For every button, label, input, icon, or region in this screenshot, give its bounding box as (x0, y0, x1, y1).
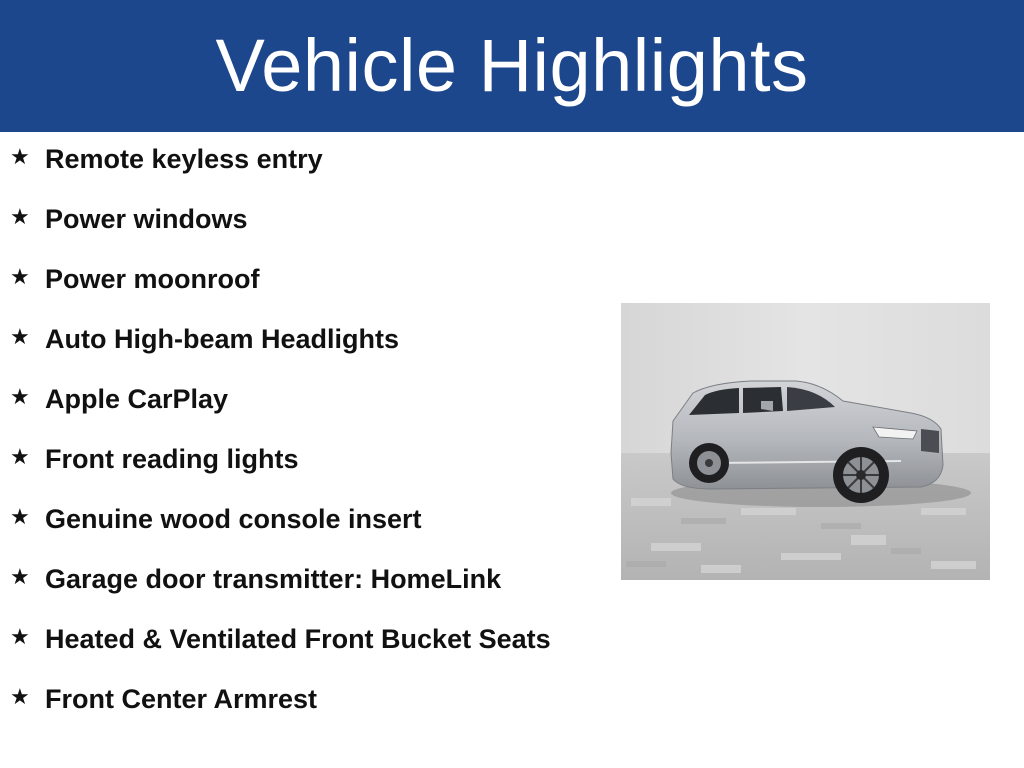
feature-label: Front reading lights (45, 444, 299, 474)
vehicle-photo (621, 303, 990, 580)
star-icon: ★ (10, 204, 30, 229)
star-icon: ★ (10, 384, 30, 409)
star-icon: ★ (10, 264, 30, 289)
star-icon: ★ (10, 684, 30, 709)
suv-illustration (621, 303, 990, 580)
star-icon: ★ (10, 504, 30, 529)
feature-item (0, 502, 580, 536)
feature-label: Apple CarPlay (45, 384, 229, 414)
feature-label: Power moonroof (45, 264, 260, 294)
feature-label: Power windows (45, 204, 248, 234)
star-icon: ★ (10, 624, 30, 649)
feature-item (0, 622, 580, 656)
feature-label: Front Center Armrest (45, 684, 318, 714)
star-icon: ★ (10, 144, 30, 169)
feature-label: Remote keyless entry (45, 144, 323, 174)
feature-label: Auto High-beam Headlights (45, 324, 400, 354)
feature-label: Heated & Ventilated Front Bucket Seats (45, 624, 551, 654)
star-icon: ★ (10, 564, 30, 589)
feature-item (0, 442, 580, 476)
feature-item (0, 382, 580, 416)
star-icon: ★ (10, 444, 30, 469)
feature-list (0, 142, 580, 742)
feature-item (0, 682, 580, 716)
star-icon: ★ (10, 324, 30, 349)
feature-item (0, 262, 580, 296)
feature-item (0, 322, 580, 356)
feature-label: Garage door transmitter: HomeLink (45, 564, 502, 594)
feature-item (0, 142, 580, 176)
page-title: Vehicle Highlights (215, 23, 809, 107)
feature-item (0, 562, 580, 596)
feature-item (0, 202, 580, 236)
feature-label: Genuine wood console insert (45, 504, 422, 534)
header-banner (0, 0, 1024, 132)
